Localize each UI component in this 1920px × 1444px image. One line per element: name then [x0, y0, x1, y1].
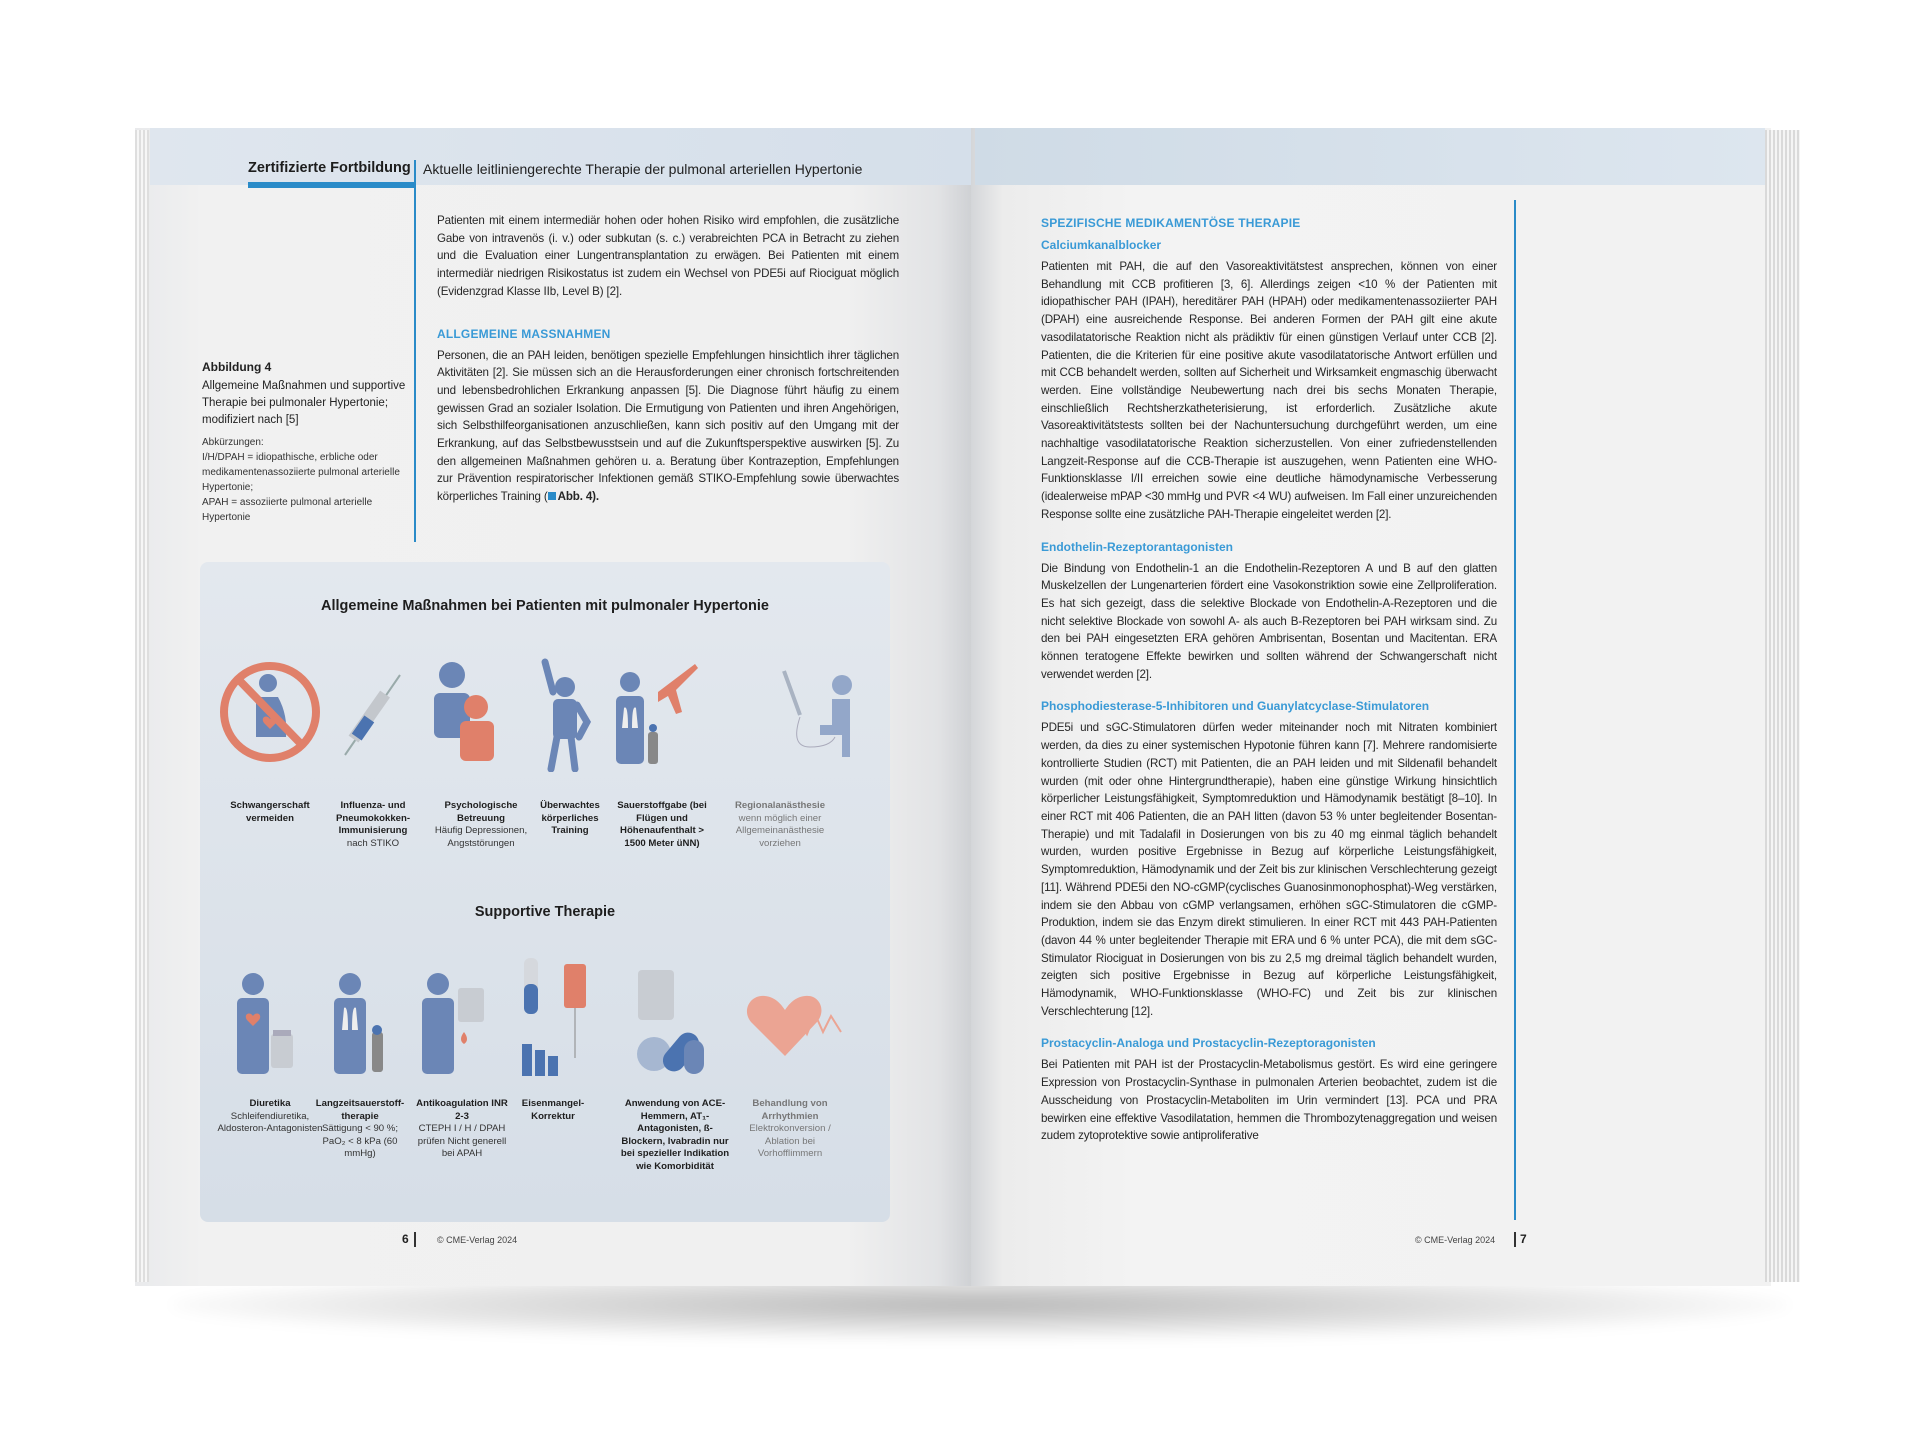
supportive-item — [518, 1098, 588, 1123]
section-underline — [248, 182, 415, 188]
item-detail: wenn möglich einer Allgemeinanästhesie vorziehen — [735, 812, 825, 849]
anticoagulation-icon — [420, 972, 490, 1077]
heading-allgemeine: ALLGEMEINE MASSNAHMEN — [437, 326, 611, 341]
section-title: Endothelin-Rezeptorantagonisten — [1041, 539, 1233, 554]
right-text-column — [1041, 216, 1497, 1145]
page-number-left: 6 — [402, 1232, 409, 1246]
figure-ref-marker — [548, 492, 556, 500]
supportive-item — [412, 1098, 512, 1161]
item-detail: Häufig Depressionen, Angststörungen — [434, 825, 528, 849]
item-detail: nach STIKO — [346, 837, 400, 849]
caption-text: Allgemeine Maßnahmen und supportive Therapie bei pulmonaler Hypertonie; modifiziert nach [5] — [202, 380, 406, 426]
left-text-column — [437, 212, 899, 506]
item-title: Langzeitsauerstoff-therapie — [315, 1098, 405, 1122]
item-detail: CTEPH I / H / DPAH prüfen Nicht generell bei APAH — [417, 1123, 507, 1160]
item-title: Psychologische Betreuung — [444, 800, 518, 824]
item-title: Influenza- und Pneumokokken-Immunisierung — [335, 800, 411, 837]
page-number-right: 7 — [1520, 1232, 1527, 1246]
general-item — [612, 800, 712, 850]
supportive-item — [310, 1098, 410, 1161]
syringe-icon — [335, 667, 410, 762]
item-title: Antikoagulation INR 2-3 — [416, 1098, 508, 1122]
figure-4 — [200, 562, 890, 1222]
item-title: Sauerstoffgabe (bei Flügen und Höhenaufenthalt > 1500 Meter üNN) — [617, 800, 707, 849]
item-title: Anwendung von ACE-Hemmern, AT₁-Antagonisten, ß-Blockern, Ivabradin nur bei spezieller Indikation wie Komorbidität — [620, 1098, 730, 1172]
figure-title-supportive: Supportive Therapie — [474, 904, 616, 920]
section-text: PDE5i und sGC-Stimulatoren dürfen weder miteinander noch mit Nitraten kombiniert werden, da dies zu einer systemischen Hypotonie führen kann [7]. Mehrere randomisierte kontrollierte Studien (RCT) mit Patienten, die an PAH leiden und mit Sildenafil behandelt wurden (mit oder ohne Hintergrundtherapie), haben eine günstige Wirkung hinsichtlich körperlicher Leistungsfähigkeit, Symptomreduktion und Hämodynamik bestätigt [8–10]. In einer RCT mit 406 Patienten, die an PAH litten (davon 53 % unter begleitender Bosentan-Therapie) und mit Tadalafil in Dosierungen von bis zu 40 mg einmal täglich behandelt wurden, wurden positive Ergebnisse in Bezug auf körperliche Leistungsfähigkeit, Symptomreduktion, Hämodynamik und der Zeit bis zur klinischen Verschlechterung gezeigt [11]. Während PDE5i den NO-cGMP(cyclisches Guanosinmonophosphat)-Weg verstärken, indem sie den Abbau von cGMP verlangsamen, erhöhen sGC-Stimulatoren die cGMP-Produktion, indem sie das Enzym direkt stimulieren. In einer RCT mit 443 PAH-Patienten (davon 44 % unter begleitender Therapie mit ERA und 6 % unter PCA), die mit dem sGC-Stimulator Riociguat in Dosierungen von bis zu 2,5 mg dreimal täglich behandelt wurden, zeigten sich positive Ergebnisse in Bezug auf körperliche Leistungsfähigkeit, Hämodynamik, WHO-Funktionsklasse (WHO-FC) und Zeit bis zur klinischen Verschlechterung [12]. — [1041, 721, 1497, 1018]
item-title: Eisenmangel-Korrektur — [521, 1098, 585, 1122]
intro-paragraph: Patienten mit einem intermediär hohen oder hohen Risiko wird empfohlen, die zusätzliche Gabe von intravenös (i. v.) oder subkutan (s. c.) verabreichten PCA in Betracht zu ziehen und die Evaluation einer Lungentransplantation zu erwägen. Bei Patienten mit einem intermediär niedrigen Risikostatus ist zudem ein Wechsel von PDE5i auf Riociguat möglich (Evidenzgrad Klasse IIb, Level B) [2]. — [437, 214, 899, 298]
running-title: Aktuelle leitliniengerechte Therapie der pulmonal arteriellen Hypertonie — [423, 161, 863, 177]
section-title: Prostacyclin-Analoga und Prostacyclin-Rezeptoragonisten — [1041, 1036, 1376, 1051]
iron-infusion-icon — [520, 954, 600, 1084]
section-title: Calciumkanalblocker — [1041, 238, 1162, 252]
abbr-2: APAH = assoziierte pulmonal arterielle Hypertonie — [202, 497, 373, 523]
abbr-title: Abkürzungen: — [202, 437, 264, 448]
supportive-item — [620, 1098, 730, 1174]
general-item — [530, 800, 610, 838]
header-band-right — [975, 128, 1765, 185]
general-item — [725, 800, 835, 850]
caption-label: Abbildung 4 — [202, 360, 272, 374]
general-item — [215, 800, 325, 825]
figure-caption — [202, 360, 407, 525]
item-title: Regionalanästhesie — [734, 800, 826, 811]
item-detail: Sättigung < 90 %; PaO₂ < 8 kPa (60 mmHg) — [321, 1123, 398, 1160]
section-text: Die Bindung von Endothelin-1 an die Endothelin-Rezeptoren A und B auf den glatten Muskelzellen der Lungenarterien fördert eine Vasokonstriktion sowie eine Zellproliferation. Es hat sich gezeigt, dass die selektive Blockade von Endothelin-A-Rezeptoren und die nicht selektive Blockade von sowohl A- als auch B-Rezeptoren bei PAH wirksam sind. Zu den bei PAH eingesetzten ERA gehören Ambrisentan, Bosentan und Macitentan. ERA können teratogene Effekte bewirken und sollten während der Schwangerschaft nicht verwendet werden [2]. — [1041, 561, 1497, 681]
supportive-item — [740, 1098, 840, 1161]
item-title: Diuretika — [249, 1098, 291, 1109]
heart-rhythm-icon — [745, 992, 845, 1062]
anesthesia-icon — [780, 667, 865, 762]
paragraph-close: ). — [592, 490, 599, 504]
abbr-1: I/H/DPAH = idiopathische, erbliche oder medikamentenassoziierte pulmonal arterielle Hypertonie; — [202, 452, 400, 493]
figure-ref-link[interactable]: Abb. 4 — [557, 490, 593, 504]
column-rule-right — [1514, 200, 1516, 1220]
section-title: Phosphodiesterase-5-Inhibitoren und Guanylatcyclase-Stimulatoren — [1041, 699, 1430, 714]
page-edges-right — [1765, 130, 1800, 1282]
heading-spezifische: SPEZIFISCHE MEDIKAMENTÖSE THERAPIE — [1041, 216, 1301, 230]
item-title: Schwangerschaft vermeiden — [230, 800, 310, 824]
figure-title-general: Allgemeine Maßnahmen bei Patienten mit pulmonaler Hypertonie — [321, 598, 769, 614]
oxygen-flight-icon — [610, 652, 700, 767]
people-icon — [428, 657, 508, 767]
copyright-right: © CME-Verlag 2024 — [1415, 1235, 1496, 1245]
allgemeine-paragraph — [437, 347, 899, 506]
page-edges-left — [135, 130, 149, 1282]
section-text: Bei Patienten mit PAH ist der Prostacyclin-Metabolismus gestört. Es wird eine geringere Expression von Prostacyclin-Synthase in pulmonalen Arterien beobachtet, zudem ist die Ausscheidung von Prostacyclin-Metaboliten im Urin vermindert [13]. PCA und PRA bewirken eine effektive Vasodilatation, hemmen die Thrombozytenaggregation und weisen zudem zytoprotektive sowie antiproliferative — [1041, 1058, 1497, 1143]
exercise-icon — [535, 657, 595, 772]
pills-icon — [630, 962, 715, 1077]
section-text: Patienten mit PAH, die auf den Vasoreaktivitätstest ansprechen, können von einer Behandlung mit CCB profitieren [3, 6]. Allerdings zeigen <10 % der Patienten mit idiopathischer PAH (IPAH), hereditärer PAH (HPAH) oder medikamentenassoziierter PAH (DPAH) eine ausreichende Response. Bei anderen Formen der PAH gilt eine akute vasodilatatorische Reaktion nicht als prädiktiv für einen günstigen Verlauf unter CCB [2]. Patienten, die die Kriterien für eine positive akute vasodilatatorische Antwort erfüllen und mit CCB behandelt werden, sollten auf Sicherheit und Wirksamkeit engmaschig überwacht werden. Eine vollständige Neubewertung nach drei bis sechs Monaten Therapie, einschließlich Rechtsherzkatheterisierung, ist erforderlich. Zusätzliche akute Vasoreaktivitätstests sollten bei der Nachuntersuchung durchgeführt werden, um eine nachhaltige vasodilatatorische Reaktion sicherzustellen. Von einer zufriedenstellenden Langzeit-Response auf die CCB-Therapie ist auszugehen, wenn Patienten eine WHO-Funktionsklasse I/II erreichen sowie eine deutliche hämodynamische Verbesserung (idealerweise mPAP <30 mmHg und PVR <4 WU) aufweisen. Im Fall einer unzureichenden Response sollte eine zusätzliche PAH-Therapie eingeleitet werden [2]. — [1041, 260, 1497, 521]
column-rule-left — [414, 160, 416, 542]
oxygen-tank-icon — [332, 972, 392, 1077]
diuretics-icon — [235, 972, 305, 1077]
paragraph-text: Personen, die an PAH leiden, benötigen spezielle Empfehlungen hinsichtlich ihrer täglichen Aktivitäten [2]. Sie müssen sich an die Herausforderungen einer chronisch fortschreitenden und lebensbedrohlichen Erkrankung anpassen [5]. Die Diagnose führt häufig zu einem gewissen Grad an sozialer Isolation. Die Ermutigung von Patienten und ihren Angehörigen, sich Selbsthilfeorganisationen anzuschließen, kann sich positiv auf den Umgang mit der Erkrankung, auf das Selbstbewusstsein und auf die Zukunftsperspektive auswirken [5]. Zu den allgemeinen Maßnahmen gehören u. a. Beratung über Kontrazeption, Empfehlungen zur Prävention respiratorischer Infektionen gemäß STIKO-Empfehlung sowie überwachtes körperliches — [437, 348, 899, 504]
paragraph-text-end: Training ( — [500, 490, 548, 504]
footer-rule-right — [1514, 1232, 1516, 1247]
footer-rule-left — [414, 1232, 416, 1247]
copyright-left: © CME-Verlag 2024 — [437, 1235, 518, 1245]
section-label: Zertifizierte Fortbildung — [248, 160, 411, 176]
general-item — [318, 800, 428, 850]
item-title: Behandlung von Arrhythmien — [752, 1098, 828, 1122]
item-detail: Schleifendiuretika, Aldosteron-Antagonisten — [217, 1110, 323, 1135]
item-detail: Elektrokonversion / Ablation bei Vorhofflimmern — [749, 1123, 831, 1160]
item-title: Überwachtes körperliches Training — [540, 800, 600, 837]
general-item — [426, 800, 536, 850]
supportive-item — [215, 1098, 325, 1136]
no-pregnancy-icon — [218, 657, 323, 767]
